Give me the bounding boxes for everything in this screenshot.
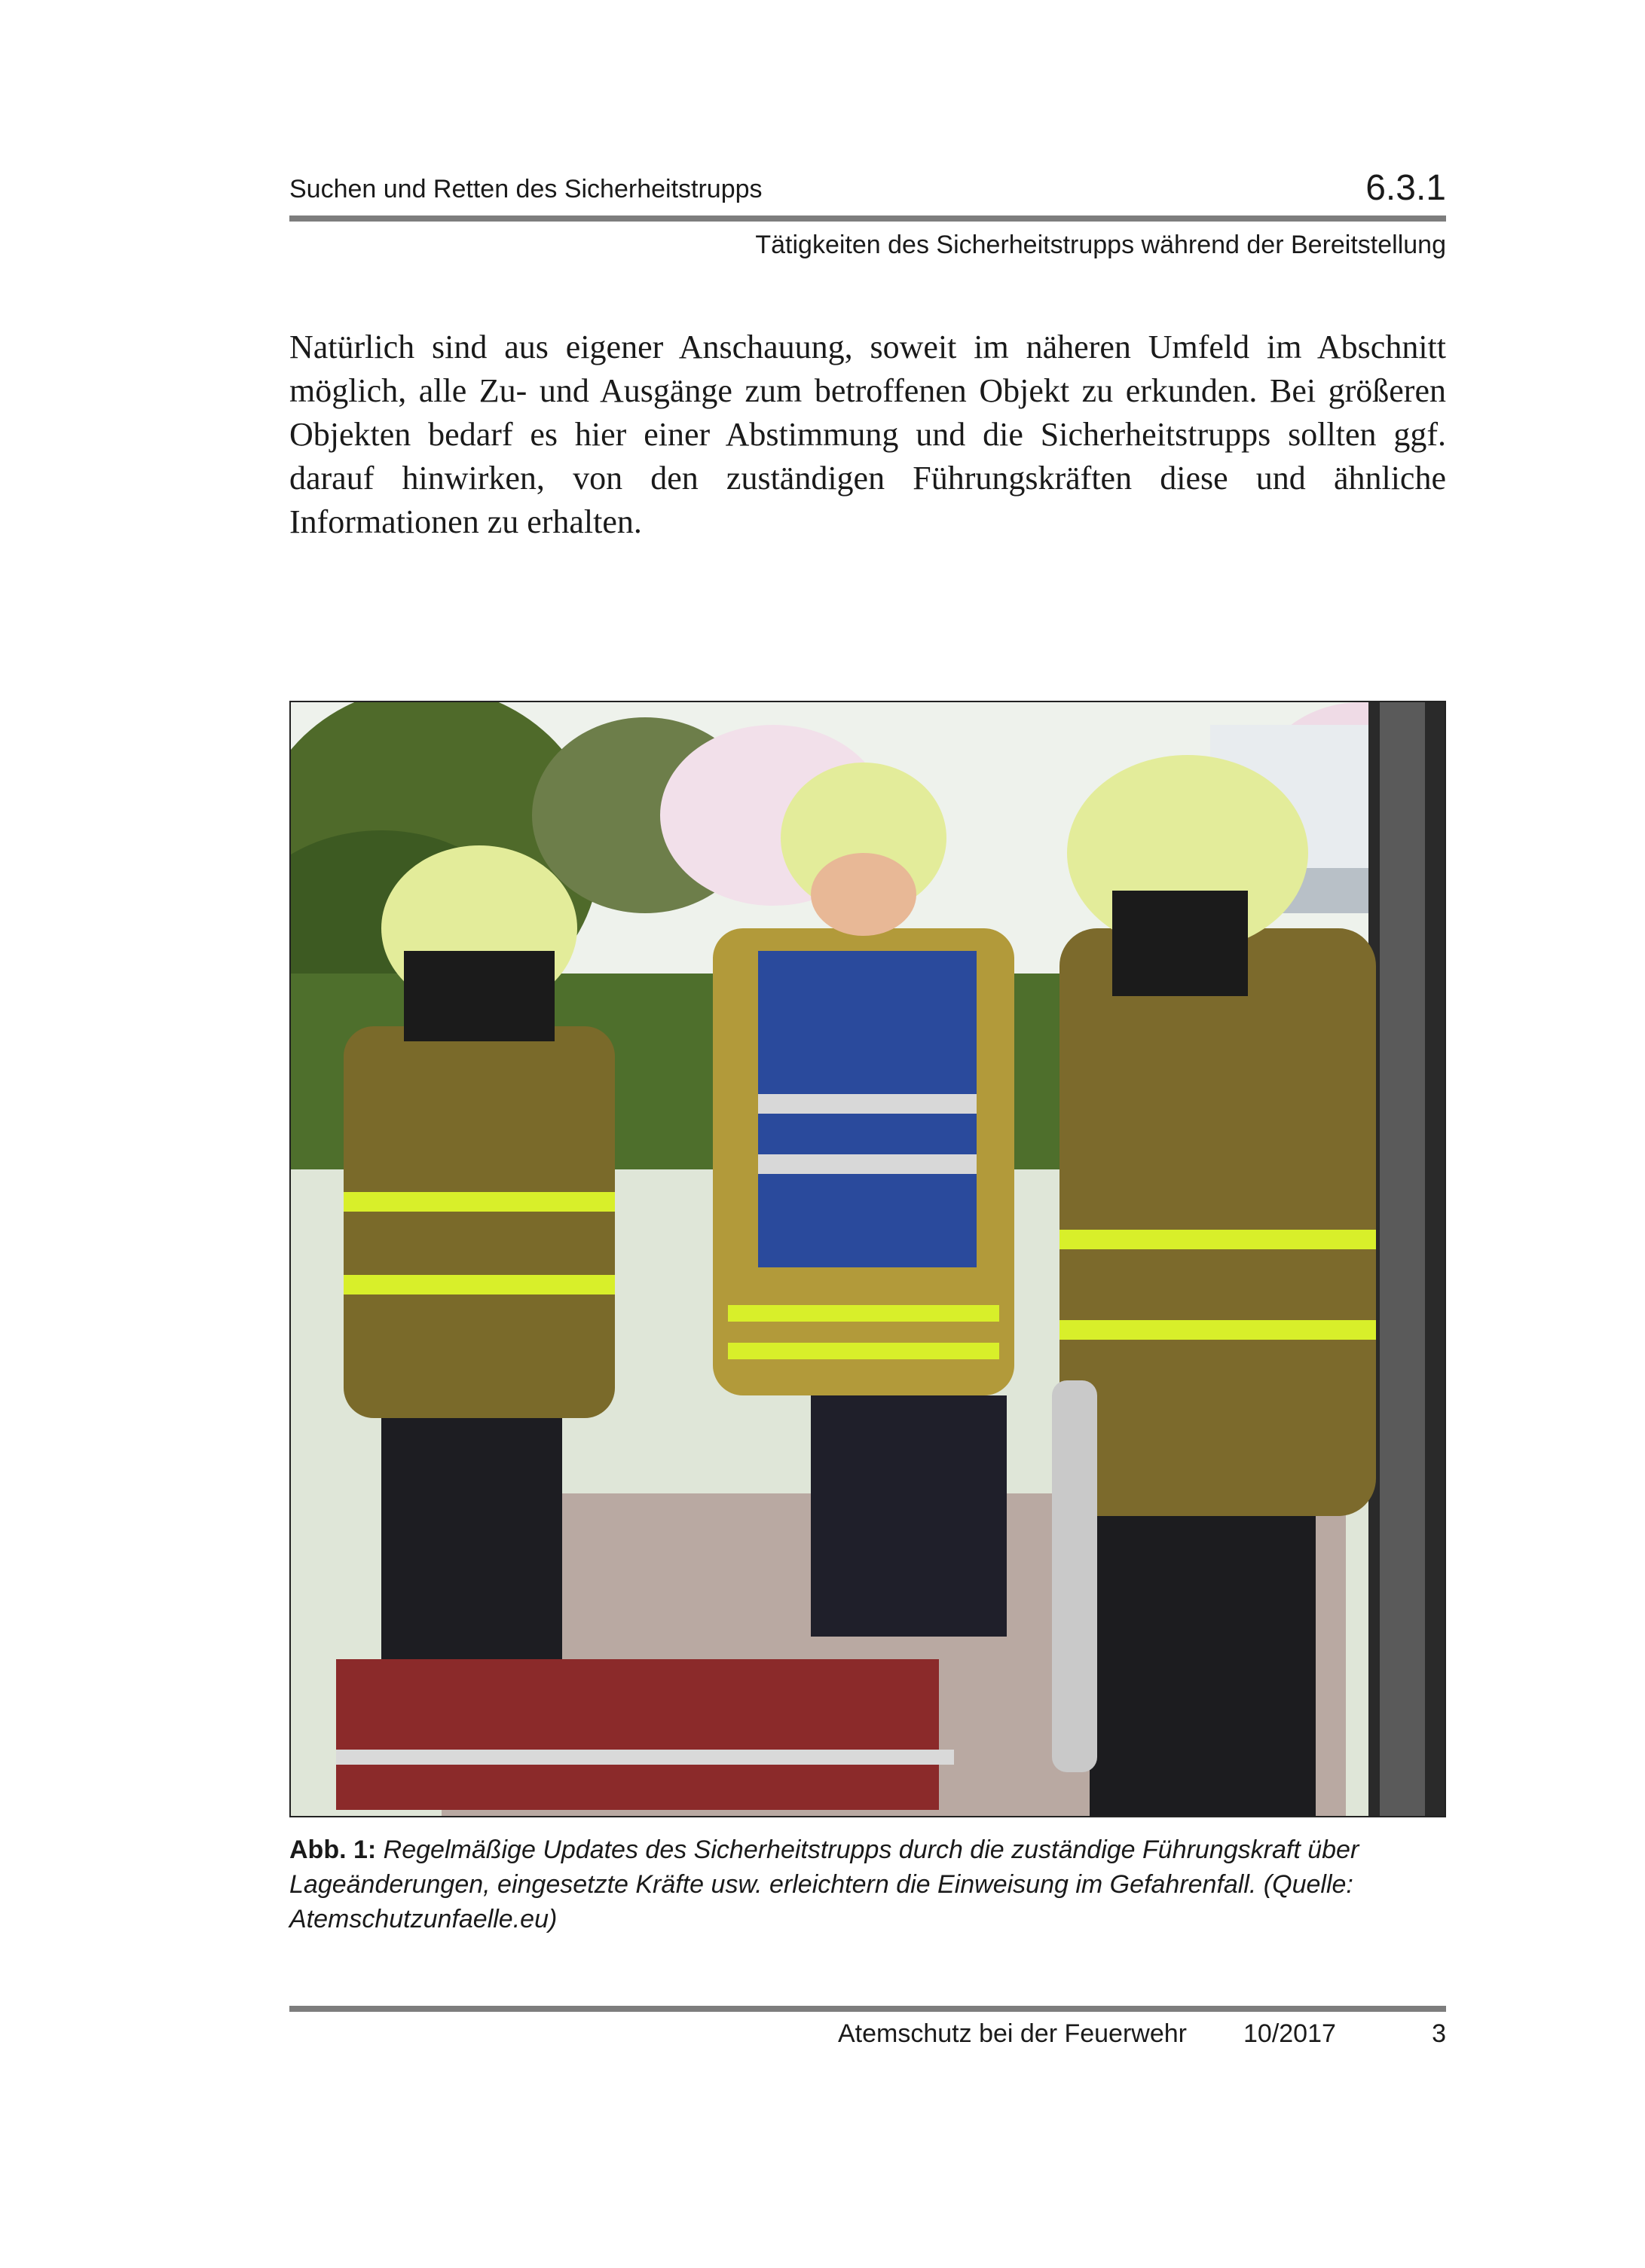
footer-rule [289,2006,1446,2012]
footer-date: 10/2017 [1243,2019,1336,2048]
page-number: 3 [1432,2019,1446,2048]
section-number: 6.3.1 [1365,168,1446,208]
footer-publication: Atemschutz bei der Feuerwehr [838,2019,1187,2048]
running-header-title: Suchen und Retten des Sicherheitstrupps [289,175,763,203]
body-paragraph: Natürlich sind aus eigener Anschauung, soweit im näheren Umfeld im Abschnitt möglich, alle Zu- und Ausgänge zum betroffenen Objekt zu erkunden. Bei größeren Objekten bedarf es hier einer Abstimmung und die Sicherheitstrupps sollten ggf. darauf hinwirken, von den zuständigen Führungskräften diese und ähnliche Informationen zu erhalten. [289,329,1446,540]
figure-photo [289,701,1446,1817]
figure-caption-text: Regelmäßige Updates des Sicherheitstrupps durch die zuständige Führungskraft über Lageänderungen, eingesetzte Kräfte usw. erleichtern die Einweisung im Gefahrenfall. (Quelle: Atemschutzunfaelle.eu) [289,1835,1359,1933]
running-header-subtitle: Tätigkeiten des Sicherheitstrupps während der Bereitstellung [755,231,1446,259]
figure-caption [289,1832,1446,1936]
figure-label: Abb. 1: [289,1835,377,1864]
header-rule [289,215,1446,222]
